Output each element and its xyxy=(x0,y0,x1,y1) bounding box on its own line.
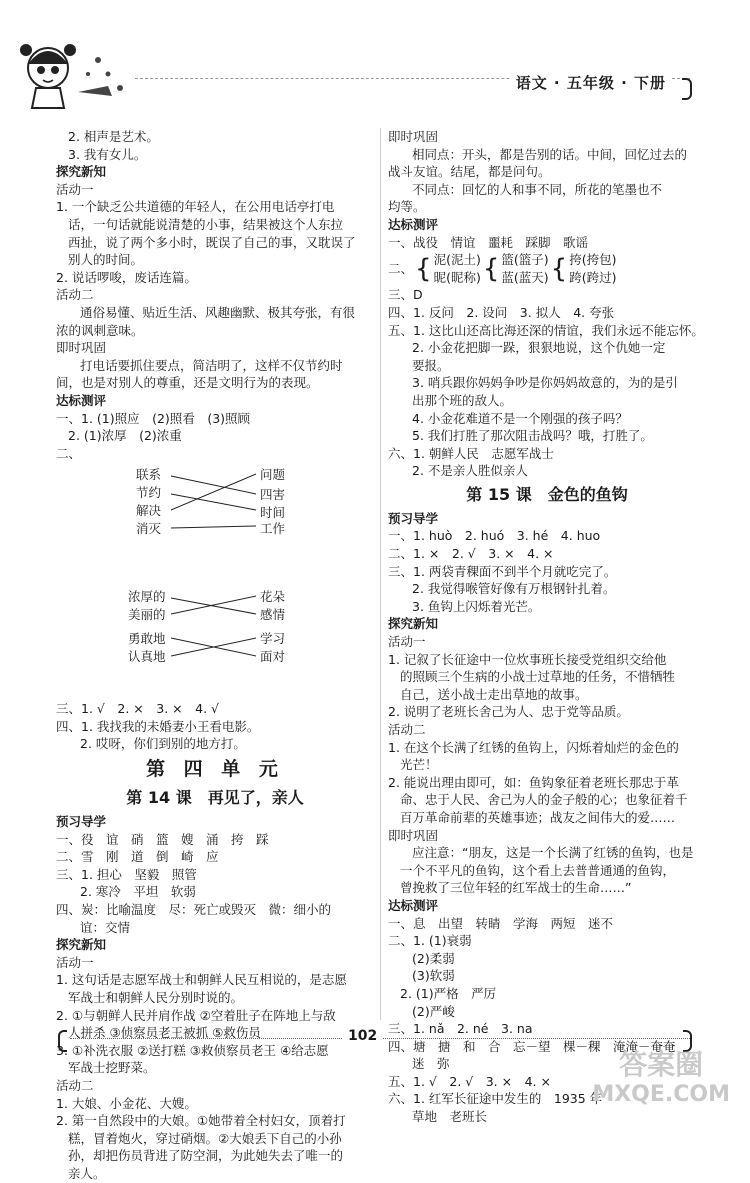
text-line: 出那个班的敌人。 xyxy=(412,392,513,408)
text-line: 2. (1)浓厚 (2)浓重 xyxy=(68,428,182,444)
text-line: 应注意：“朋友，这是一个长满了红锈的鱼钩，也是 xyxy=(412,845,694,861)
text-line: 曾挽救了三位年轻的红军战士的生命……” xyxy=(400,880,632,896)
text-line: 预习导学 xyxy=(388,510,439,526)
lesson-14-lines xyxy=(56,813,374,1182)
watermark-line-1: 答案圈 xyxy=(619,1048,704,1081)
lesson-14-title: 第 14 课 再见了，亲人 xyxy=(126,788,304,808)
text-line: 活动一 xyxy=(388,634,426,650)
match1-left-1: 节约 xyxy=(136,485,162,501)
text-line: 2. 不是亲人胜似亲人 xyxy=(412,463,528,479)
text-line: 一、1. (1)照应 (2)照看 (3)照顾 xyxy=(56,410,251,426)
text-line: 三、1. 两袋青稞面不到半个月就吃完了。 xyxy=(388,563,617,579)
text-line: 1. 记叙了长征途中一位炊事班长接受党组织交给他 xyxy=(388,651,667,667)
text-line: 2. ①与朝鲜人民并肩作战 ②空着肚子在阵地上与敌 xyxy=(56,1007,336,1023)
text-line: 命、忠于人民、舍己为人的金子般的心；也象征着千 xyxy=(400,792,688,808)
text-line: 四、炭：比喻温度 尽：死亡或毁灭 微：细小的 xyxy=(56,902,332,918)
matching-exercise xyxy=(56,466,374,696)
text-line: 即时巩固 xyxy=(388,827,439,843)
right-column xyxy=(388,128,706,1126)
text-line: 3. 哨兵跟你妈妈争吵是你妈妈故意的，为的是引 xyxy=(412,375,678,391)
brace-item: 挎(挎包) xyxy=(569,252,617,268)
cartoon-girl-icon xyxy=(8,30,128,110)
header-end-cap xyxy=(682,78,692,100)
text-line: 2. 哎呀，你们到别的地方打。 xyxy=(80,736,246,752)
text-line: 四、1. 我找我的未婚妻小王看电影。 xyxy=(56,718,260,734)
text-line: 3. 鱼钩上闪烁着光芒。 xyxy=(412,598,541,614)
text-line: 一、役 谊 硝 篮 嫂 涌 挎 踩 xyxy=(56,831,269,847)
text-line: 1. 一个缺乏公共道德的年轻人，在公用电话亭打电 xyxy=(56,199,335,215)
text-line: 活动一 xyxy=(56,181,94,197)
matching-lines xyxy=(56,466,276,696)
text-line: 军战士挖野菜。 xyxy=(68,1060,156,1076)
match2-left-1: 美丽的 xyxy=(128,607,166,623)
text-line: 活动二 xyxy=(56,287,94,303)
text-line: 三、1. √ 2. × 3. × 4. √ xyxy=(56,701,219,717)
text-line: 谊：交情 xyxy=(80,919,131,935)
text-line: 间，也是对别人的尊重，还是文明行为的表现。 xyxy=(56,375,319,391)
match1-right-1: 四害 xyxy=(260,487,286,503)
match2-right-3: 面对 xyxy=(260,649,286,665)
match2-right-0: 花朵 xyxy=(260,589,286,605)
text-line: 达标测评 xyxy=(56,392,107,408)
text-line: 一、1. huò 2. huó 3. hé 4. huo xyxy=(388,528,601,544)
watermark-line-2: MXQE.COM xyxy=(592,1082,730,1107)
text-line: 二、雪 刚 道 倒 崎 应 xyxy=(56,849,219,865)
text-line: 五、1. √ 2. √ 3. × 4. × xyxy=(388,1073,551,1089)
left-after-lines xyxy=(56,700,374,753)
text-line: 均等。 xyxy=(388,199,426,215)
text-line: 一个不平凡的鱼钩，这个看上去普普通通的鱼钩， xyxy=(400,862,676,878)
text-line: 一、战役 情谊 噩耗 踩脚 歌谣 xyxy=(388,234,589,250)
text-line: 2. 说话啰唆，废话连篇。 xyxy=(56,269,197,285)
text-line: 预习导学 xyxy=(56,814,107,830)
footer-left-cap xyxy=(58,1030,67,1052)
text-line: 即时巩固 xyxy=(388,129,439,144)
text-line: 三、1. 担心 坚毅 照管 xyxy=(56,866,197,882)
text-line: 一、息 出望 转睛 学海 两短 迷不 xyxy=(388,915,614,931)
text-line: 活动一 xyxy=(56,954,94,970)
left-column xyxy=(56,128,374,1183)
text-line: 2. 能说出理由即可，如：鱼钩象征着老班长那忠于革 xyxy=(388,774,679,790)
text-line: 2. 相声是艺术。 xyxy=(68,129,159,144)
text-line: 4. 小金花难道不是一个刚强的孩子吗？ xyxy=(412,410,628,426)
match1-right-0: 问题 xyxy=(260,467,286,483)
text-line: 1. 这句话是志愿军战士和朝鲜人民互相说的，是志愿 xyxy=(56,972,347,988)
page-number: 102 xyxy=(342,1028,383,1044)
watermark xyxy=(592,1050,730,1110)
text-line: 百万革命前辈的英雄事迹；战友之间伟大的爱…… xyxy=(400,809,676,825)
lesson-15-lines xyxy=(388,510,706,1126)
match2-left-0: 浓厚的 xyxy=(128,589,166,605)
text-line: 人拼杀 ③侦察员老王被抓 ⑤救伤员 xyxy=(68,1025,261,1041)
text-line: 别人的时间。 xyxy=(68,252,144,268)
text-line: 达标测评 xyxy=(388,216,439,232)
text-line: 不同点：回忆的人和事不同，所花的笔墨也不 xyxy=(412,181,663,197)
text-line: 达标测评 xyxy=(388,897,439,913)
match1-left-2: 解决 xyxy=(136,503,162,519)
text-line: 要报。 xyxy=(412,357,450,373)
match1-right-2: 时间 xyxy=(260,505,286,521)
text-line: 2. 寒冷 平坦 软弱 xyxy=(80,884,196,900)
text-line: 六、1. 红军长征途中发生的 1935 年 xyxy=(388,1091,603,1107)
text-line: 西扯，说了两个多小时，既误了自己的事，又耽误了 xyxy=(68,234,356,250)
text-line: 2. 第一自然段中的大娘。①她带着全村妇女，顶着打 xyxy=(56,1113,346,1129)
text-line: 2. 小金花把脚一跺，狠狠地说，这个仇她一定 xyxy=(412,340,666,356)
match2-left-3: 认真地 xyxy=(128,649,166,665)
text-line: 四、1. 反问 2. 设问 3. 拟人 4. 夸张 xyxy=(388,304,615,320)
text-line: (2)柔弱 xyxy=(412,950,455,966)
text-line: 活动二 xyxy=(56,1077,94,1093)
text-line: 战斗友谊。结尾，都是问句。 xyxy=(388,164,551,180)
text-line: 二、 xyxy=(56,445,82,461)
text-line: 草地 老班长 xyxy=(412,1109,488,1125)
text-line: 糕，冒着炮火，穿过硝烟。②大娘丢下自己的小孙 xyxy=(68,1130,342,1146)
text-line: 孙，却把伤员背进了防空洞，为此她失去了唯一的 xyxy=(68,1148,344,1164)
brace-item: 昵(昵称) xyxy=(433,269,481,285)
text-line: 相同点：开头，都是告别的话。中间，回忆过去的 xyxy=(412,146,688,162)
text-line: 探究新知 xyxy=(56,164,107,180)
text-line: 3. ①补洗衣服 ②送打糕 ③救侦察员老王 ④给志愿 xyxy=(56,1042,329,1058)
text-line: 迷 弥 xyxy=(412,1056,450,1072)
brace-item: 跨(跨过) xyxy=(569,269,617,285)
match2-left-2: 勇敢地 xyxy=(128,631,166,647)
text-line: 亲人。 xyxy=(68,1165,106,1181)
text-line: 2. (1)严格 严厉 xyxy=(400,985,497,1001)
text-line: 光芒！ xyxy=(400,757,438,773)
match1-left-3: 消灭 xyxy=(136,521,162,537)
text-line: 打电话要抓住要点，简洁明了，这样不仅节约时 xyxy=(80,357,343,373)
text-line: 六、1. 朝鲜人民 志愿军战士 xyxy=(388,445,554,461)
header-title: 语文 · 五年级 · 下册 xyxy=(510,72,672,93)
text-line: (2)严峻 xyxy=(412,1003,455,1019)
text-line: 话，一句话就能说清楚的小事，结果被这个人东拉 xyxy=(68,216,344,232)
text-line: 四、塘 搪 和 合 忘－望 棵－稞 淹淹－奄奄 xyxy=(388,1038,676,1054)
text-line: (3)软弱 xyxy=(412,968,455,984)
text-line: 五、1. 这比山还高比海还深的情谊，我们永远不能忘怀。 xyxy=(388,322,704,338)
column-divider xyxy=(380,128,381,1020)
text-line: 三、1. nǎ 2. né 3. na xyxy=(388,1021,533,1037)
brace-item: 蓝(蓝天) xyxy=(501,269,549,285)
brace-item: 篮(篮子) xyxy=(501,252,549,268)
text-line: 通俗易懂、贴近生活、风趣幽默、极其夸张，有很 xyxy=(80,304,356,320)
text-line: 探究新知 xyxy=(56,937,107,953)
text-line: 探究新知 xyxy=(388,616,439,632)
text-line: 1. 在这个长满了红锈的鱼钩上，闪烁着灿烂的金色的 xyxy=(388,739,679,755)
text-line: 3. 我有女儿。 xyxy=(68,146,147,162)
text-line: 2. 说明了老班长舍己为人、忠于党等品质。 xyxy=(388,704,629,720)
text-line: 二、1. × 2. √ 3. × 4. × xyxy=(388,546,554,562)
text-line: 三、D xyxy=(388,287,423,303)
match1-left-0: 联系 xyxy=(136,467,162,483)
brace-pairs: 二、 { 泥(泥土) 昵(昵称) { 篮(篮子) 蓝(蓝天) { 挎(挎包) 跨(跨过) xyxy=(388,252,617,285)
text-line: 5. 我们打胜了那次阻击战吗？哦，打胜了。 xyxy=(412,428,653,444)
lesson-15-title: 第 15 课 金色的鱼钩 xyxy=(466,484,628,504)
match1-right-3: 工作 xyxy=(260,521,286,537)
text-line: 活动二 xyxy=(388,722,426,737)
right-mid-lines xyxy=(388,286,706,480)
text-line: 自己，送小战士走出草地的故事。 xyxy=(400,686,588,702)
text-line: 1. 大娘、小金花、大嫂。 xyxy=(56,1095,197,1111)
text-line: 2. 我觉得喉管好像有万根钢针扎着。 xyxy=(412,581,616,597)
match2-right-1: 感情 xyxy=(260,607,286,623)
text-line: 二、1. (1)衰弱 xyxy=(388,933,472,949)
left-top-lines xyxy=(56,128,374,462)
brace-prefix: 二、 xyxy=(388,260,414,276)
right-top-lines xyxy=(388,128,706,251)
unit-title: 第 四 单 元 xyxy=(146,758,284,781)
text-line: 即时巩固 xyxy=(56,340,107,356)
text-line: 军战士和朝鲜人民分别时说的。 xyxy=(68,990,244,1005)
match2-right-2: 学习 xyxy=(260,631,286,647)
text-line: 的照顾三个生病的小战士过草地的任务，不惜牺牲 xyxy=(400,669,676,685)
text-line: 浓的讽刺意味。 xyxy=(56,322,144,338)
brace-item: 泥(泥土) xyxy=(433,252,481,268)
